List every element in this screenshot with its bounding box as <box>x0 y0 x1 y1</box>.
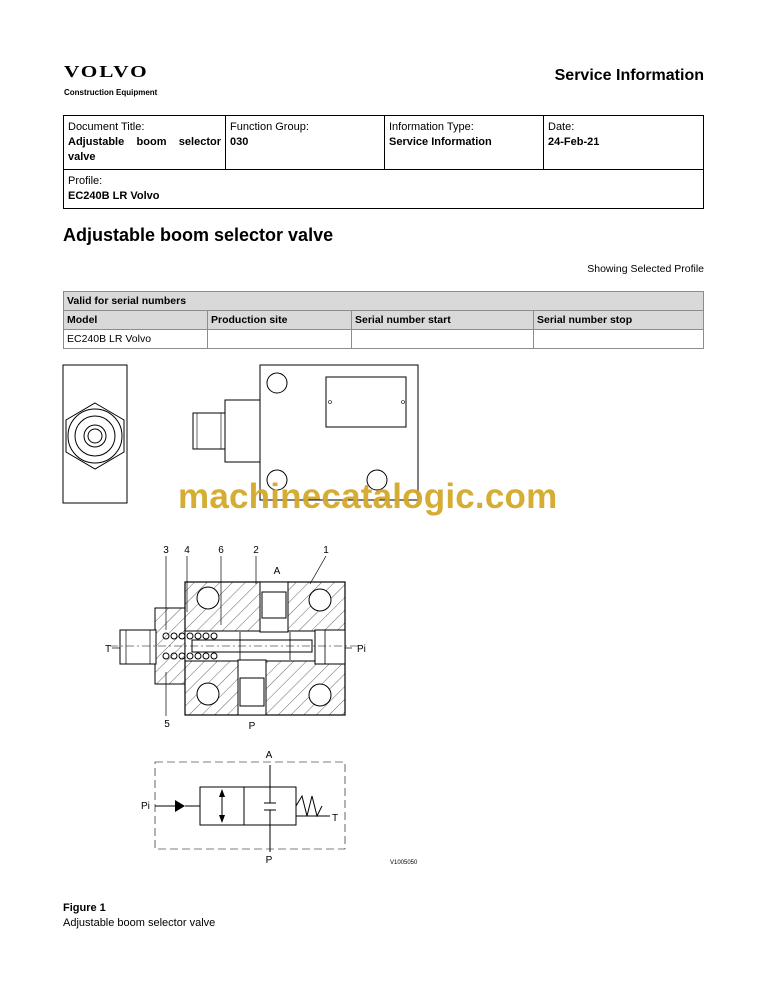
callout-3: 3 <box>163 545 169 556</box>
port-a-label: A <box>273 566 281 577</box>
info-type-value: Service Information <box>389 136 492 148</box>
brand-subtitle: Construction Equipment <box>64 88 158 97</box>
hydraulic-symbol <box>141 750 418 866</box>
callout-6: 6 <box>218 545 224 556</box>
page-title: Adjustable boom selector valve <box>63 225 334 245</box>
callout-2: 2 <box>253 545 259 556</box>
valve-cross-section <box>105 545 366 732</box>
function-group-label: Function Group: <box>230 121 309 133</box>
valve-end-view <box>63 365 127 503</box>
date-value: 24-Feb-21 <box>548 136 600 148</box>
serial-table-caption: Valid for serial numbers <box>64 292 704 311</box>
port-t-label: T <box>104 644 112 655</box>
port-p-label: P <box>248 721 256 732</box>
symbol-a-label: A <box>265 750 273 761</box>
doc-title-value-line2: valve <box>68 151 96 163</box>
callout-1: 1 <box>323 545 329 556</box>
volvo-logo: VOLVO <box>64 62 149 81</box>
symbol-p-label: P <box>265 855 273 866</box>
watermark-text: machinecatalogic.com <box>178 477 558 516</box>
figure-label: Figure 1 <box>63 902 106 914</box>
info-type-label: Information Type: <box>389 121 474 133</box>
profile-value: EC240B LR Volvo <box>68 190 160 202</box>
callout-4: 4 <box>184 545 190 556</box>
profile-note: Showing Selected Profile <box>587 263 704 275</box>
doc-title-value-line1: Adjustable boom selector <box>68 136 221 148</box>
figure-caption: Adjustable boom selector valve <box>63 917 216 929</box>
symbol-pi-label: Pi <box>141 801 150 812</box>
date-label: Date: <box>548 121 575 133</box>
service-info-heading: Service Information <box>554 67 704 84</box>
profile-label: Profile: <box>68 175 103 187</box>
function-group-value: 030 <box>230 136 249 148</box>
column-header: Model <box>64 311 208 330</box>
table-cell: EC240B LR Volvo <box>64 330 208 349</box>
column-header: Production site <box>208 311 352 330</box>
figure-code: V1005050 <box>390 860 418 866</box>
port-pi-label: Pi <box>357 644 366 655</box>
doc-title-label: Document Title: <box>68 121 145 133</box>
column-header: Serial number start <box>352 311 534 330</box>
column-header: Serial number stop <box>534 311 704 330</box>
symbol-t-label: T <box>332 813 339 824</box>
callout-5: 5 <box>164 719 170 730</box>
